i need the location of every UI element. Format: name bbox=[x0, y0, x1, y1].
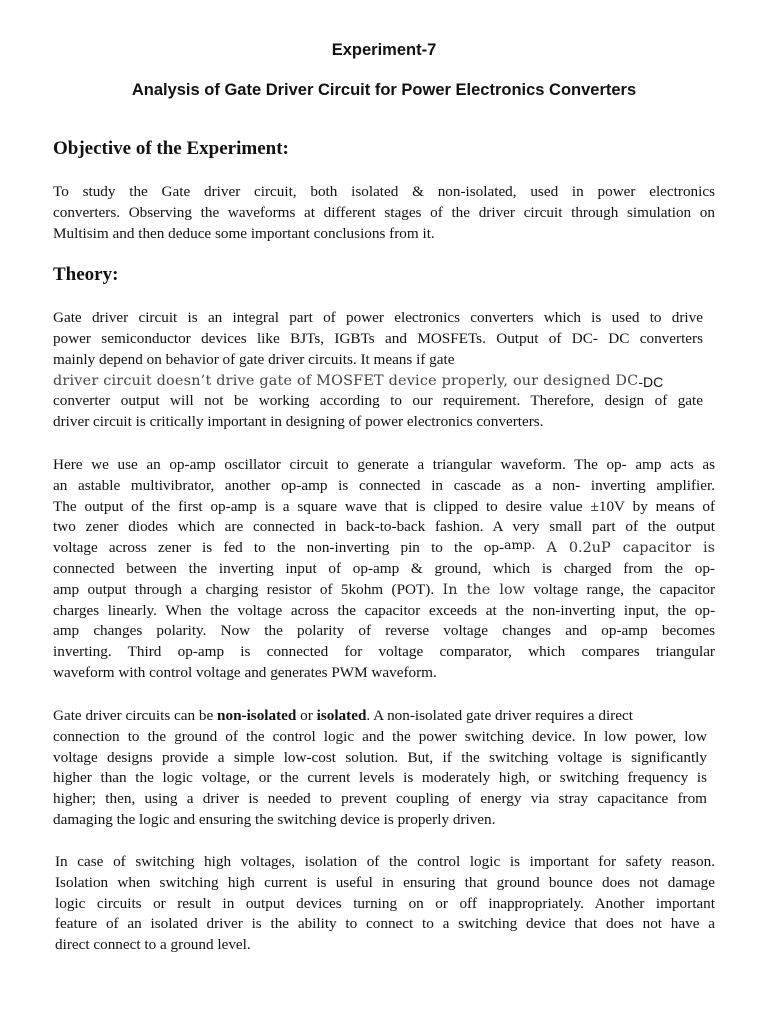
text-line: two zener diodes which are connected in back-to-back fashion. A very small part of the output bbox=[53, 518, 715, 536]
text-line: Here we use an op-amp oscillator circuit to generate a triangular waveform. The op- amp acts as bbox=[53, 456, 715, 473]
overlay-text: In the low bbox=[442, 581, 525, 598]
text-line: converter output will not be working according to our requirement. Therefore, design of gate bbox=[53, 392, 703, 410]
text-line: The output of the first op-amp is a square wave that is clipped to desire value ±10V by means of bbox=[53, 497, 715, 515]
text-segment: or bbox=[300, 707, 313, 724]
text-line: connected between the inverting input of op-amp & ground, which is charged from the op- bbox=[53, 559, 715, 577]
text-line: higher than the logic voltage, or the current levels is moderately high, or switching frequency is bbox=[53, 769, 707, 787]
text-line: connection to the ground of the control logic and the power switching device. In low power, low bbox=[53, 727, 707, 745]
overlay-text: A 0.2uP capacitor is bbox=[546, 540, 716, 557]
objective-paragraph bbox=[53, 182, 715, 244]
faded-text: driver circuit doesn’t drive gate of MOSFET device properly, our designed DC bbox=[53, 373, 639, 390]
bold-term-isolated: isolated bbox=[316, 707, 367, 724]
text-line: an astable multivibrator, another op-amp is connected in cascade as a non- inverting amplifier. bbox=[53, 476, 715, 494]
text-line: voltage designs provide a simple low-cost solution. But, if the switching voltage is significantly bbox=[53, 748, 707, 766]
text-segment: amp output through a charging resistor of 5kohm (POT). bbox=[53, 580, 435, 598]
text-line bbox=[53, 538, 715, 559]
text-line: waveform with control voltage and generates PWM waveform. bbox=[53, 663, 437, 681]
theory-paragraph-3 bbox=[53, 706, 707, 831]
experiment-title: Experiment-7 bbox=[331, 41, 437, 59]
text-line: charges linearly. When the voltage across the capacitor exceeds at the non-inverting input, the op- bbox=[53, 601, 715, 619]
theory-heading: Theory: bbox=[53, 264, 119, 285]
text-line: converters. Observing the waveforms at different stages of the driver circuit through simulation on bbox=[53, 203, 715, 221]
experiment-subtitle: Analysis of Gate Driver Circuit for Power Electronics Converters bbox=[131, 81, 637, 99]
bold-term-non-isolated: non-isolated bbox=[217, 707, 297, 724]
text-line: Multisim and then deduce some important conclusions from it. bbox=[53, 224, 435, 242]
text-line: logic circuits or result in output devices turning on or off inappropriately. Another important bbox=[55, 894, 715, 912]
text-line: driver circuit is critically important in designing of power electronics converters. bbox=[53, 412, 544, 430]
text-line bbox=[53, 706, 707, 727]
text-line: mainly depend on behavior of gate driver circuits. It means if gate bbox=[53, 350, 455, 368]
text-line bbox=[53, 580, 715, 601]
theory-paragraph-1 bbox=[53, 308, 703, 433]
text-line: In case of switching high voltages, isolation of the control logic is important for safety reason. bbox=[55, 853, 715, 870]
text-line: power semiconductor devices like BJTs, IGBTs and MOSFETs. Output of DC- DC converters bbox=[53, 329, 703, 347]
text-line: feature of an isolated driver is the ability to connect to a switching device that does not have a bbox=[55, 915, 715, 933]
text-line: higher; then, using a driver is needed to prevent coupling of energy via stray capacitance from bbox=[53, 790, 707, 808]
text-line: Gate driver circuit is an integral part of power electronics converters which is used to drive bbox=[53, 309, 703, 326]
text-segment: . A non-isolated gate driver requires a direct bbox=[366, 707, 633, 724]
text-line: inverting. Third op-amp is connected for voltage comparator, which compares triangular bbox=[53, 643, 715, 661]
text-line: Isolation when switching high current is useful in ensuring that ground bounce does not damage bbox=[55, 873, 715, 891]
text-line: amp changes polarity. Now the polarity of reverse voltage changes and op-amp becomes bbox=[53, 622, 715, 640]
text-line: direct connect to a ground level. bbox=[55, 936, 251, 954]
amp-fragment: amp. bbox=[504, 537, 536, 553]
text-segment: voltage across zener is fed to the non-inverting pin to the op- bbox=[53, 539, 505, 557]
theory-paragraph-4 bbox=[55, 852, 715, 956]
text-segment: voltage range, the capacitor bbox=[533, 580, 716, 598]
text-line-overlaid bbox=[53, 370, 703, 391]
text-line: To study the Gate driver circuit, both isolated & non-isolated, used in power electronics bbox=[53, 183, 715, 200]
objective-heading: Objective of the Experiment: bbox=[53, 138, 289, 159]
theory-paragraph-2 bbox=[53, 455, 715, 684]
text-line: damaging the logic and ensuring the switching device is properly driven. bbox=[53, 810, 496, 828]
dc-suffix: -DC bbox=[638, 374, 664, 391]
text-segment: Gate driver circuits can be bbox=[53, 707, 214, 724]
